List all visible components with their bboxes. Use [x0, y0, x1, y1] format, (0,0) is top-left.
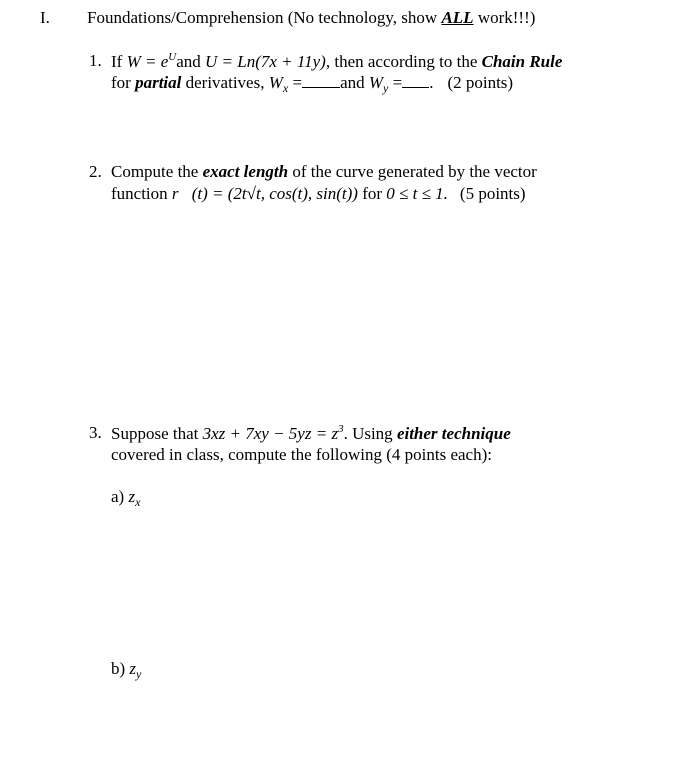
problem-3-exponent: 3: [338, 423, 344, 435]
section-title-emphasis: ALL: [441, 8, 474, 27]
problem-2-suffix: of the curve generated by the vector: [288, 162, 537, 181]
part-b: [111, 659, 141, 682]
problem-1-line-2: [111, 73, 513, 96]
section-title-suffix: work!!!): [473, 8, 536, 27]
problem-1-and-text: and: [340, 73, 369, 92]
problem-2-number: 2.: [89, 162, 102, 181]
problem-1-u-expression: U = Ln(7x + 11y),: [205, 52, 331, 71]
problem-1-emphasis-partial: partial: [135, 73, 182, 92]
part-b-label: b): [111, 659, 126, 678]
part-b-subscript: y: [136, 667, 142, 681]
problem-3-using: . Using: [343, 424, 397, 443]
problem-2-function: r⃗(t) = (2t√t, cos(t), sin(t)): [171, 184, 358, 203]
section-title-prefix: Foundations/Comprehension (No technology, show: [87, 8, 442, 27]
section-title: [87, 8, 535, 28]
part-a: [111, 487, 140, 510]
problem-2-emphasis: exact length: [202, 162, 289, 181]
problem-2-line-2: [111, 184, 526, 204]
part-a-label: a): [111, 487, 125, 506]
problem-1-period: .: [429, 73, 434, 92]
section-numeral: I.: [40, 8, 50, 27]
problem-1-number: 1.: [89, 51, 102, 70]
part-a-subscript: x: [135, 495, 141, 509]
problem-1-if: If: [111, 52, 127, 71]
problem-2-function-label: function: [111, 184, 172, 203]
problem-1-then: then according to the: [330, 52, 482, 71]
problem-1-for: for: [111, 73, 136, 92]
problem-3-line-2: covered in class, compute the following (4 points each):: [111, 445, 492, 464]
problem-1-wy-sub: y: [383, 81, 389, 95]
problem-1-wy-blank: [402, 73, 429, 88]
problem-2-for: for: [357, 184, 387, 203]
problem-2-prefix: Compute the: [111, 162, 203, 181]
problem-1-points: (2 points): [447, 73, 514, 92]
problem-3-line-1: [111, 423, 511, 444]
problem-2-points: (5 points): [459, 184, 526, 203]
problem-2-line-1: [111, 162, 537, 182]
part-b-variable: z: [129, 659, 137, 678]
problem-1-wy: W: [368, 73, 384, 92]
problem-1-emphasis: Chain Rule: [481, 52, 563, 71]
part-a-variable: z: [128, 487, 136, 506]
problem-2-range: 0 ≤ t ≤ 1.: [386, 184, 448, 203]
problem-1-wx-sub: x: [282, 81, 289, 95]
problem-1-and: and: [176, 52, 206, 71]
problem-1-derivatives: derivatives,: [181, 73, 269, 92]
problem-1-line-1: [111, 51, 562, 72]
problem-3-equation: 3xz + 7xy − 5yz = z: [202, 424, 339, 443]
problem-3-emphasis: either technique: [396, 424, 511, 443]
problem-1-wx: W: [268, 73, 283, 92]
problem-1-eq2: =: [388, 73, 403, 92]
problem-1-w-exponent: U: [168, 51, 177, 63]
problem-1-w-expression: W = e: [126, 52, 169, 71]
problem-1-eq: =: [288, 73, 303, 92]
problem-3-prefix: Suppose that: [111, 424, 203, 443]
problem-1-wx-blank: [302, 73, 340, 88]
problem-3-number: 3.: [89, 423, 102, 442]
